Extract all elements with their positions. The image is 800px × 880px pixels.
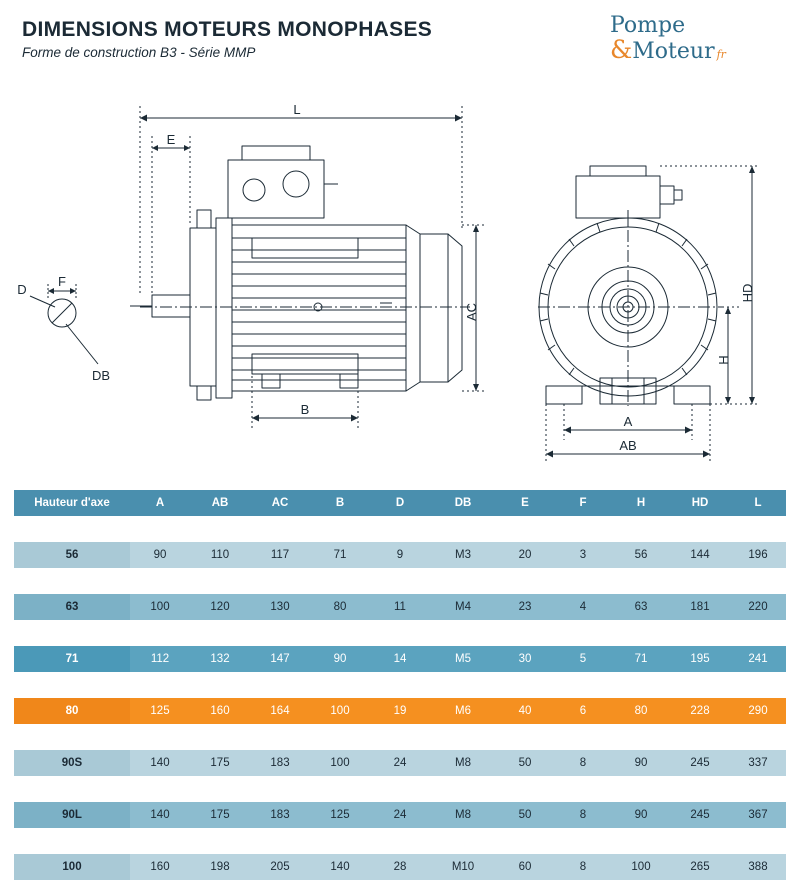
cell-L: 367: [730, 802, 786, 828]
cell-L: 337: [730, 750, 786, 776]
cell-L: 241: [730, 646, 786, 672]
table-head: [14, 490, 786, 542]
cell-F: 8: [554, 854, 612, 880]
row-spacer: [14, 828, 786, 854]
cell-E: 20: [496, 542, 554, 568]
cell-HD: 144: [670, 542, 730, 568]
col-header-F: F: [554, 490, 612, 516]
cell-L: 220: [730, 594, 786, 620]
cell-A: 125: [130, 698, 190, 724]
label-D: D: [17, 282, 27, 297]
label-B: B: [300, 402, 310, 417]
cell-H: 90: [612, 750, 670, 776]
cell-A: 160: [130, 854, 190, 880]
cell-DB: M8: [430, 750, 496, 776]
table-row[interactable]: [14, 646, 786, 672]
spacer-cell: [14, 776, 786, 802]
cell-E: 30: [496, 646, 554, 672]
cell-hauteur: 90L: [14, 802, 130, 828]
col-header-E: E: [496, 490, 554, 516]
cell-F: 8: [554, 750, 612, 776]
cell-HD: 265: [670, 854, 730, 880]
logo-line1: Pompe: [610, 13, 686, 38]
row-spacer: [14, 672, 786, 698]
col-header-A: A: [130, 490, 190, 516]
col-header-hauteur: Hauteur d'axe: [14, 490, 130, 516]
cell-A: 112: [130, 646, 190, 672]
cell-D: 24: [370, 802, 430, 828]
row-spacer: [14, 724, 786, 750]
spacer-cell: [14, 672, 786, 698]
col-header-AB: AB: [190, 490, 250, 516]
cell-H: 71: [612, 646, 670, 672]
cell-AB: 160: [190, 698, 250, 724]
col-header-DB: DB: [430, 490, 496, 516]
motor-front-view: [538, 166, 722, 406]
cell-B: 125: [310, 802, 370, 828]
cell-AB: 132: [190, 646, 250, 672]
cell-L: 388: [730, 854, 786, 880]
table-row[interactable]: [14, 594, 786, 620]
cell-L: 290: [730, 698, 786, 724]
cell-F: 6: [554, 698, 612, 724]
cell-DB: M3: [430, 542, 496, 568]
table-body: [14, 542, 786, 880]
label-L: L: [293, 102, 301, 117]
cell-AB: 110: [190, 542, 250, 568]
spacer-cell: [14, 724, 786, 750]
col-header-L: L: [730, 490, 786, 516]
cell-F: 4: [554, 594, 612, 620]
table-row[interactable]: [14, 802, 786, 828]
cell-hauteur: 63: [14, 594, 130, 620]
cell-DB: M4: [430, 594, 496, 620]
cell-AC: 183: [250, 750, 310, 776]
cell-DB: M5: [430, 646, 496, 672]
cell-D: 19: [370, 698, 430, 724]
cell-B: 71: [310, 542, 370, 568]
row-spacer: [14, 620, 786, 646]
drawing-svg: [0, 88, 800, 478]
technical-drawing: [0, 88, 800, 478]
col-header-D: D: [370, 490, 430, 516]
spacer-cell: [14, 516, 786, 542]
cell-hauteur: 80: [14, 698, 130, 724]
cell-DB: M6: [430, 698, 496, 724]
col-header-B: B: [310, 490, 370, 516]
cell-HD: 245: [670, 802, 730, 828]
cell-D: 24: [370, 750, 430, 776]
table-header-spacer: [14, 516, 786, 542]
cell-A: 140: [130, 750, 190, 776]
cell-B: 140: [310, 854, 370, 880]
cell-AC: 164: [250, 698, 310, 724]
title-block: [22, 18, 432, 60]
table-row[interactable]: [14, 750, 786, 776]
row-spacer: [14, 568, 786, 594]
label-H: H: [716, 355, 731, 365]
spacer-cell: [14, 828, 786, 854]
label-HD: HD: [740, 283, 755, 303]
col-header-H: H: [612, 490, 670, 516]
logo-ampersand: &: [610, 35, 633, 65]
cell-H: 90: [612, 802, 670, 828]
cell-D: 9: [370, 542, 430, 568]
logo-line2: [610, 37, 774, 63]
cell-A: 140: [130, 802, 190, 828]
table-row[interactable]: [14, 542, 786, 568]
cell-E: 40: [496, 698, 554, 724]
cell-F: 5: [554, 646, 612, 672]
cell-B: 100: [310, 750, 370, 776]
cell-E: 50: [496, 750, 554, 776]
page-title: DIMENSIONS MOTEURS MONOPHASES: [22, 18, 433, 41]
logo: [604, 14, 774, 76]
spacer-cell: [14, 620, 786, 646]
cell-E: 50: [496, 802, 554, 828]
col-header-HD: HD: [670, 490, 730, 516]
shaft-detail: [30, 284, 98, 364]
cell-AC: 205: [250, 854, 310, 880]
cell-B: 100: [310, 698, 370, 724]
logo-suffix: fr: [716, 48, 726, 62]
cell-D: 14: [370, 646, 430, 672]
cell-A: 90: [130, 542, 190, 568]
label-E: E: [166, 132, 176, 147]
cell-AC: 117: [250, 542, 310, 568]
table-header-row: [14, 490, 786, 516]
cell-HD: 195: [670, 646, 730, 672]
cell-AB: 175: [190, 750, 250, 776]
col-header-AC: AC: [250, 490, 310, 516]
cell-F: 8: [554, 802, 612, 828]
cell-L: 196: [730, 542, 786, 568]
page-subtitle: Forme de construction B3 - Série MMP: [22, 45, 256, 60]
label-F: F: [58, 274, 66, 289]
table-row-highlighted[interactable]: [14, 698, 786, 724]
cell-hauteur: 100: [14, 854, 130, 880]
label-AC: AC: [464, 302, 479, 322]
cell-DB: M10: [430, 854, 496, 880]
cell-HD: 181: [670, 594, 730, 620]
cell-D: 28: [370, 854, 430, 880]
cell-hauteur: 90S: [14, 750, 130, 776]
cell-HD: 228: [670, 698, 730, 724]
cell-E: 23: [496, 594, 554, 620]
cell-AC: 147: [250, 646, 310, 672]
page-header: [0, 0, 800, 90]
cell-AC: 183: [250, 802, 310, 828]
cell-B: 90: [310, 646, 370, 672]
cell-E: 60: [496, 854, 554, 880]
row-spacer: [14, 776, 786, 802]
cell-AC: 130: [250, 594, 310, 620]
cell-D: 11: [370, 594, 430, 620]
cell-H: 80: [612, 698, 670, 724]
label-DB: DB: [91, 368, 111, 383]
cell-HD: 245: [670, 750, 730, 776]
table-row[interactable]: [14, 854, 786, 880]
dimensions-table: [14, 490, 786, 880]
cell-H: 56: [612, 542, 670, 568]
dimensions-table-wrap: [14, 490, 786, 880]
cell-B: 80: [310, 594, 370, 620]
spacer-cell: [14, 568, 786, 594]
cell-A: 100: [130, 594, 190, 620]
cell-H: 100: [612, 854, 670, 880]
cell-AB: 198: [190, 854, 250, 880]
logo-line2-text: Moteur: [632, 39, 715, 65]
cell-AB: 175: [190, 802, 250, 828]
cell-H: 63: [612, 594, 670, 620]
label-A: A: [623, 414, 633, 429]
cell-F: 3: [554, 542, 612, 568]
motor-side-view: [130, 146, 470, 400]
cell-AB: 120: [190, 594, 250, 620]
cell-DB: M8: [430, 802, 496, 828]
label-AB: AB: [619, 438, 637, 453]
cell-hauteur: 71: [14, 646, 130, 672]
cell-hauteur: 56: [14, 542, 130, 568]
